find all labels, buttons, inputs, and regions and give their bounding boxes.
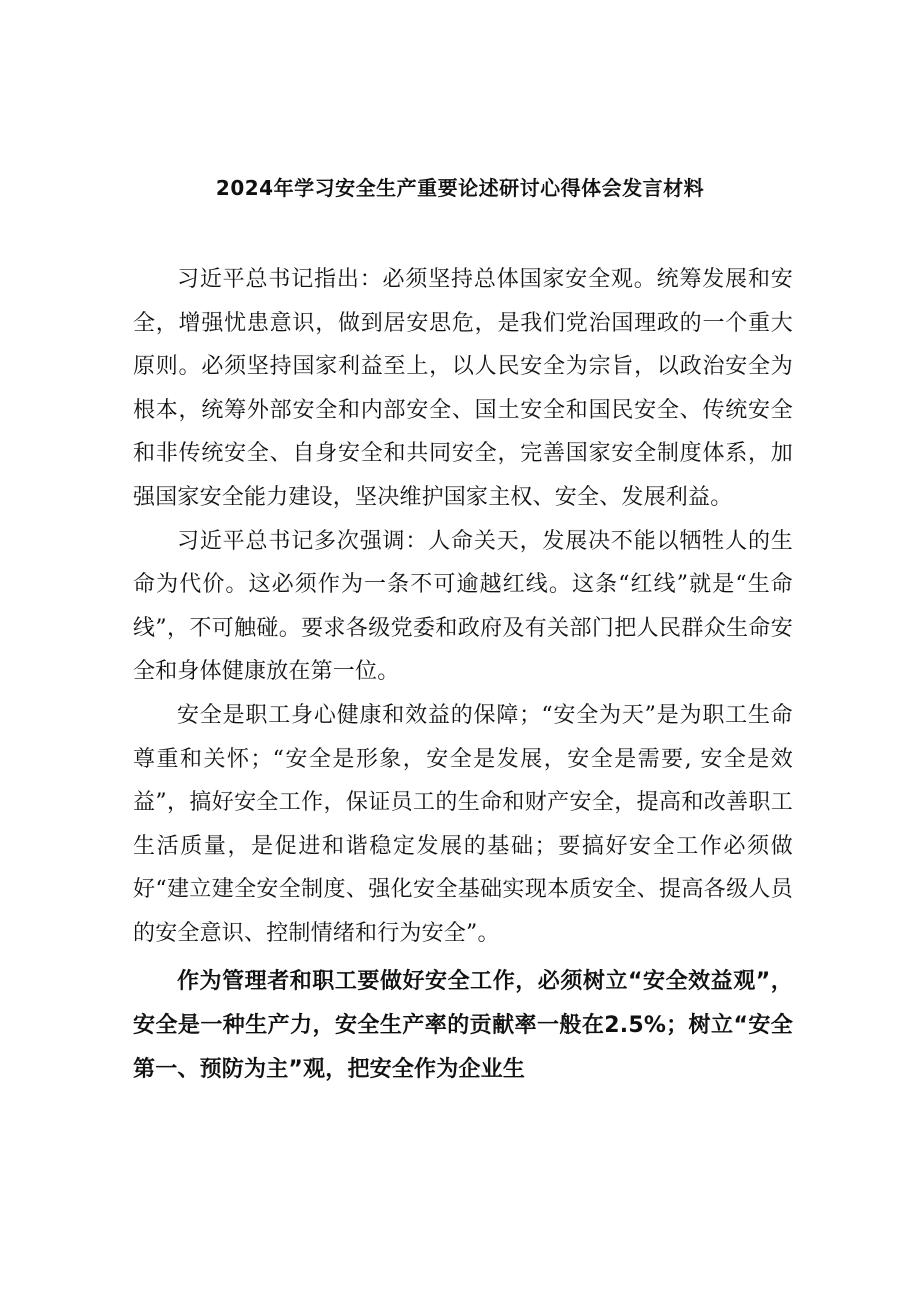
document-title: 2024年学习安全生产重要论述研讨心得体会发言材料 — [215, 176, 705, 200]
document-body — [133, 258, 793, 1092]
paragraph-national-security: 习近平总书记指出：必须坚持总体国家安全观。统筹发展和安全，增强忧患意识，做到居安思危，是我们党治国理政的一个重大原则。必须坚持国家利益至上，以人民安全为宗旨，以政治安全为根本，统筹外部安全和内部安全、国土安全和国民安全、传统安全和非传统安全、自身安全和共同安全，完善国家安全制度体系，加强国家安全能力建设，坚决维护国家主权、安全、发展利益。 — [133, 267, 793, 510]
paragraph-safety-benefit-view: 作为管理者和职工要做好安全工作，必须树立“安全效益观”，安全是一种生产力，安全生产率的贡献率一般在2.5%；树立“安全第一、预防为主”观，把安全作为企业生 — [133, 968, 793, 1082]
paragraph-safety-guarantee: 安全是职工身心健康和效益的保障；“安全为天”是为职工生命尊重和关怀；“安全是形象，安全是发展，安全是需要, 安全是效益”，搞好安全工作，保证员工的生命和财产安全，提高和改善职工生活质量，是促进和谐稳定发展的基础；要搞好安全工作必须做好“建立建全安全制度、强化安全基础实现本质安全、提高各级人员的安全意识、控制情绪和行为安全”。 — [133, 702, 793, 946]
paragraph-red-line: 习近平总书记多次强调：人命关天，发展决不能以牺牲人的生命为代价。这必须作为一条不可逾越红线。这条“红线”就是“生命线”，不可触碰。要求各级党委和政府及有关部门把人民群众生命安全和身体健康放在第一位。 — [133, 528, 793, 685]
